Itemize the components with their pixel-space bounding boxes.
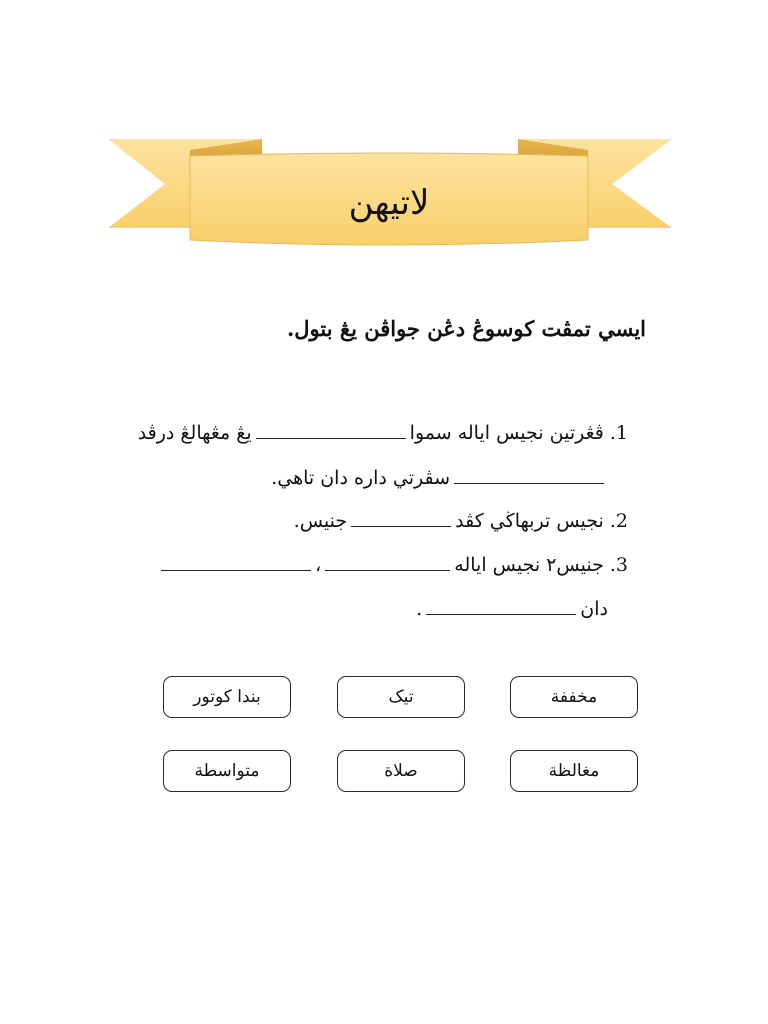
question-number: 2. xyxy=(609,510,628,532)
question-text: دان xyxy=(580,598,608,620)
question-3-line-1 xyxy=(157,552,628,576)
instruction-text: ايسي تمڤت كوسوڠ دڠن جواڤن يڠ بتول. xyxy=(286,316,646,341)
question-text: يڠ مڠهالڠ درڤد xyxy=(137,422,252,444)
choice-box[interactable]: مغالظة xyxy=(510,750,638,792)
question-text: ڤڠرتين نجيس اياله سموا xyxy=(409,422,604,444)
question-text: نجيس تربهاڬي كڤد xyxy=(455,510,604,532)
question-number: 3. xyxy=(609,554,628,576)
answer-blank[interactable] xyxy=(454,465,604,484)
choice-box[interactable]: بندا كوتور xyxy=(163,676,291,718)
answer-blank[interactable] xyxy=(351,508,451,527)
question-3-line-2 xyxy=(416,596,608,620)
question-2 xyxy=(294,508,628,532)
question-1-line-2 xyxy=(271,465,608,489)
answer-blank[interactable] xyxy=(256,420,406,439)
answer-blank[interactable] xyxy=(161,552,311,571)
choice-box[interactable]: صلاة xyxy=(337,750,465,792)
choice-box[interactable]: تيک xyxy=(337,676,465,718)
choice-box[interactable]: مخففة xyxy=(510,676,638,718)
worksheet-title: لاتيهن xyxy=(348,183,430,223)
question-text: جنيس٢ نجيس اياله xyxy=(454,554,604,576)
question-number: 1. xyxy=(609,422,628,444)
separator: ، xyxy=(315,554,322,576)
sentence-end: . xyxy=(416,598,423,620)
question-1-line-1 xyxy=(138,420,628,444)
question-text: سڤرتي داره دان تاهي. xyxy=(271,467,450,489)
answer-blank[interactable] xyxy=(426,596,576,615)
answer-blank[interactable] xyxy=(325,552,450,571)
choice-box[interactable]: متواسطة xyxy=(163,750,291,792)
question-text: جنيس. xyxy=(293,510,348,532)
